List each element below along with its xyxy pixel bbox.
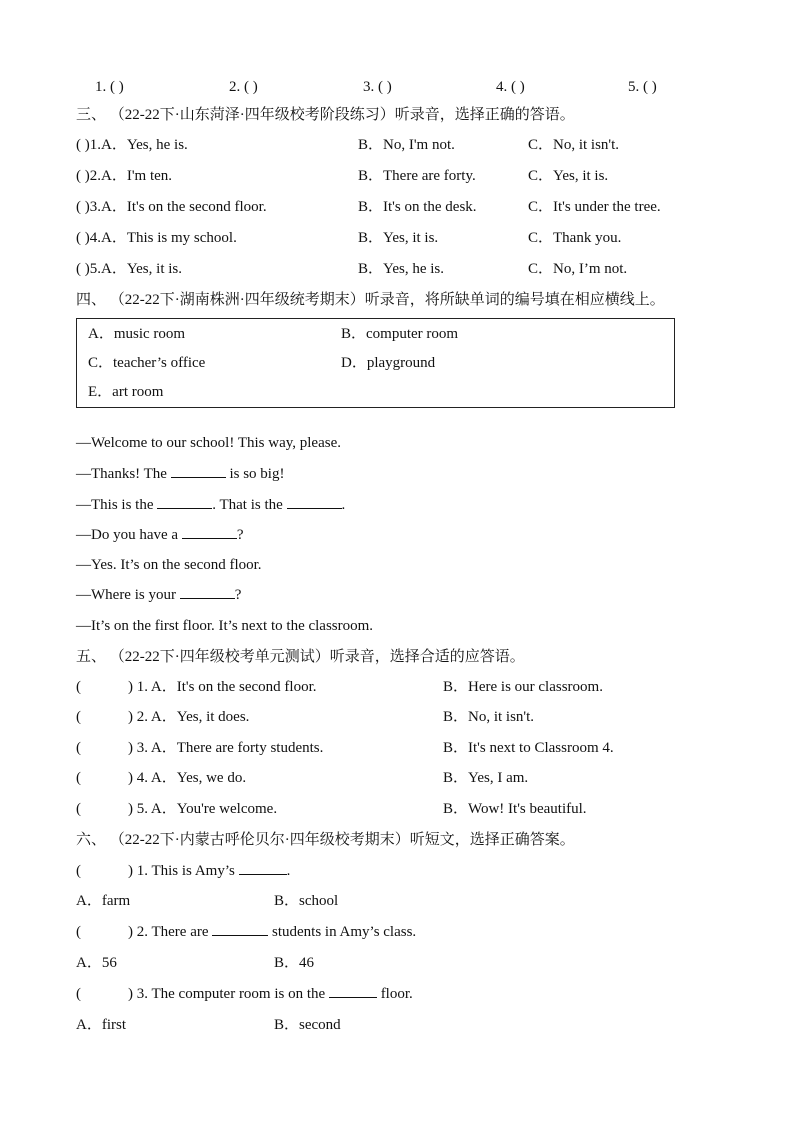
dialogue-text: —This is the (76, 497, 154, 513)
question-text: . (286, 863, 291, 879)
s3-q5-c[interactable]: C．No, I’m not. (528, 261, 628, 277)
word-option-d: D．playground (341, 355, 436, 371)
s5-q2-paren[interactable]: ( (76, 709, 81, 725)
s5-q4-a[interactable]: ) 4. A．Yes, we do. (128, 770, 247, 786)
dialogue-text: . (341, 497, 346, 513)
s6-q1-paren[interactable]: ( (76, 863, 81, 879)
s6-q3-stem (128, 985, 413, 1003)
s6-q3-paren[interactable]: ( (76, 986, 81, 1002)
s5-q3-a[interactable]: ) 3. A．There are forty students. (128, 740, 324, 756)
dialogue-line-4 (76, 526, 243, 544)
s5-q2-b[interactable]: B．No, it isn't. (443, 709, 535, 725)
dialogue-line-6 (76, 586, 241, 604)
s5-q1-b[interactable]: B．Here is our classroom. (443, 679, 603, 695)
answer-slot-2[interactable]: 2. ( ) (229, 79, 258, 95)
s3-q1-c[interactable]: C．No, it isn't. (528, 137, 620, 153)
s3-q2-a[interactable]: ( )2.A．I'm ten. (76, 168, 173, 184)
section-4-heading: 四、 （22-22下·湖南株洲·四年级统考期末）听录音，将所缺单词的编号填在相应横线上。 (76, 292, 665, 308)
s5-q4-b[interactable]: B．Yes, I am. (443, 770, 529, 786)
fill-blank-s6q1[interactable] (239, 862, 287, 875)
question-text: ) 2. There are (128, 924, 209, 940)
s6-q2-option-a[interactable]: A．56 (76, 955, 117, 971)
s3-q2-c[interactable]: C．Yes, it is. (528, 168, 609, 184)
s3-q5-b[interactable]: B．Yes, he is. (358, 261, 444, 277)
dialogue-line-2 (76, 465, 284, 483)
answer-slot-1[interactable]: 1. ( ) (95, 79, 124, 95)
dialogue-text: —Where is your (76, 587, 176, 603)
s3-q3-b[interactable]: B．It's on the desk. (358, 199, 477, 215)
s5-q3-paren[interactable]: ( (76, 740, 81, 756)
fill-blank-s6q2[interactable] (212, 923, 268, 936)
s3-q1-a[interactable]: ( )1.A．Yes, he is. (76, 137, 188, 153)
s5-q5-paren[interactable]: ( (76, 801, 81, 817)
s3-q4-b[interactable]: B．Yes, it is. (358, 230, 439, 246)
s3-q1-b[interactable]: B．No, I'm not. (358, 137, 455, 153)
fill-blank-4[interactable] (182, 526, 237, 539)
word-option-b: B．computer room (341, 326, 459, 342)
s3-q2-b[interactable]: B．There are forty. (358, 168, 476, 184)
dialogue-text: ? (234, 587, 242, 603)
dialogue-text: is so big! (229, 466, 285, 482)
fill-blank-5[interactable] (180, 586, 235, 599)
s3-q4-c[interactable]: C．Thank you. (528, 230, 622, 246)
dialogue-text: . That is the (212, 497, 283, 513)
word-option-e: E．art room (88, 384, 164, 400)
dialogue-line-7: —It’s on the first floor. It’s next to the classroom. (76, 618, 374, 634)
s3-q4-a[interactable]: ( )4.A．This is my school. (76, 230, 237, 246)
answer-slot-3[interactable]: 3. ( ) (363, 79, 392, 95)
word-option-c: C．teacher’s office (88, 355, 206, 371)
fill-blank-3[interactable] (287, 496, 342, 509)
word-option-a: A．music room (88, 326, 186, 342)
dialogue-text: —Do you have a (76, 527, 179, 543)
s5-q1-paren[interactable]: ( (76, 679, 81, 695)
question-text: ) 3. The computer room is on the (128, 986, 326, 1002)
s5-q1-a[interactable]: ) 1. A．It's on the second floor. (128, 679, 317, 695)
answer-slot-5[interactable]: 5. ( ) (628, 79, 657, 95)
s6-q2-option-b[interactable]: B．46 (274, 955, 315, 971)
s3-q3-a[interactable]: ( )3.A．It's on the second floor. (76, 199, 267, 215)
dialogue-line-1: —Welcome to our school! This way, please. (76, 435, 341, 451)
s6-q2-stem (128, 923, 416, 941)
fill-blank-s6q3[interactable] (329, 985, 377, 998)
s6-q3-option-a[interactable]: A．first (76, 1017, 126, 1033)
dialogue-line-5: —Yes. It’s on the second floor. (76, 557, 262, 573)
s3-q3-c[interactable]: C．It's under the tree. (528, 199, 661, 215)
s5-q3-b[interactable]: B．It's next to Classroom 4. (443, 740, 614, 756)
section-3-heading: 三、 （22-22下·山东菏泽·四年级校考阶段练习）听录音，选择正确的答语。 (76, 107, 575, 123)
section-5-heading: 五、 （22-22下·四年级校考单元测试）听录音，选择合适的应答语。 (76, 649, 525, 665)
s6-q1-stem (128, 862, 290, 880)
dialogue-text: ? (236, 527, 244, 543)
s6-q1-option-b[interactable]: B．school (274, 893, 339, 909)
dialogue-line-3 (76, 496, 345, 514)
s5-q4-paren[interactable]: ( (76, 770, 81, 786)
s3-q5-a[interactable]: ( )5.A．Yes, it is. (76, 261, 182, 277)
s5-q2-a[interactable]: ) 2. A．Yes, it does. (128, 709, 250, 725)
s6-q3-option-b[interactable]: B．second (274, 1017, 341, 1033)
question-text: students in Amy’s class. (272, 924, 417, 940)
fill-blank-2[interactable] (157, 496, 212, 509)
s6-q2-paren[interactable]: ( (76, 924, 81, 940)
s6-q1-option-a[interactable]: A．farm (76, 893, 131, 909)
fill-blank-1[interactable] (171, 465, 226, 478)
answer-slot-4[interactable]: 4. ( ) (496, 79, 525, 95)
s5-q5-a[interactable]: ) 5. A．You're welcome. (128, 801, 278, 817)
s5-q5-b[interactable]: B．Wow! It's beautiful. (443, 801, 587, 817)
question-text: ) 1. This is Amy’s (128, 863, 235, 879)
section-6-heading: 六、 （22-22下·内蒙古呼伦贝尔·四年级校考期末）听短文，选择正确答案。 (76, 832, 575, 848)
question-text: floor. (380, 986, 413, 1002)
dialogue-text: —Thanks! The (76, 466, 167, 482)
